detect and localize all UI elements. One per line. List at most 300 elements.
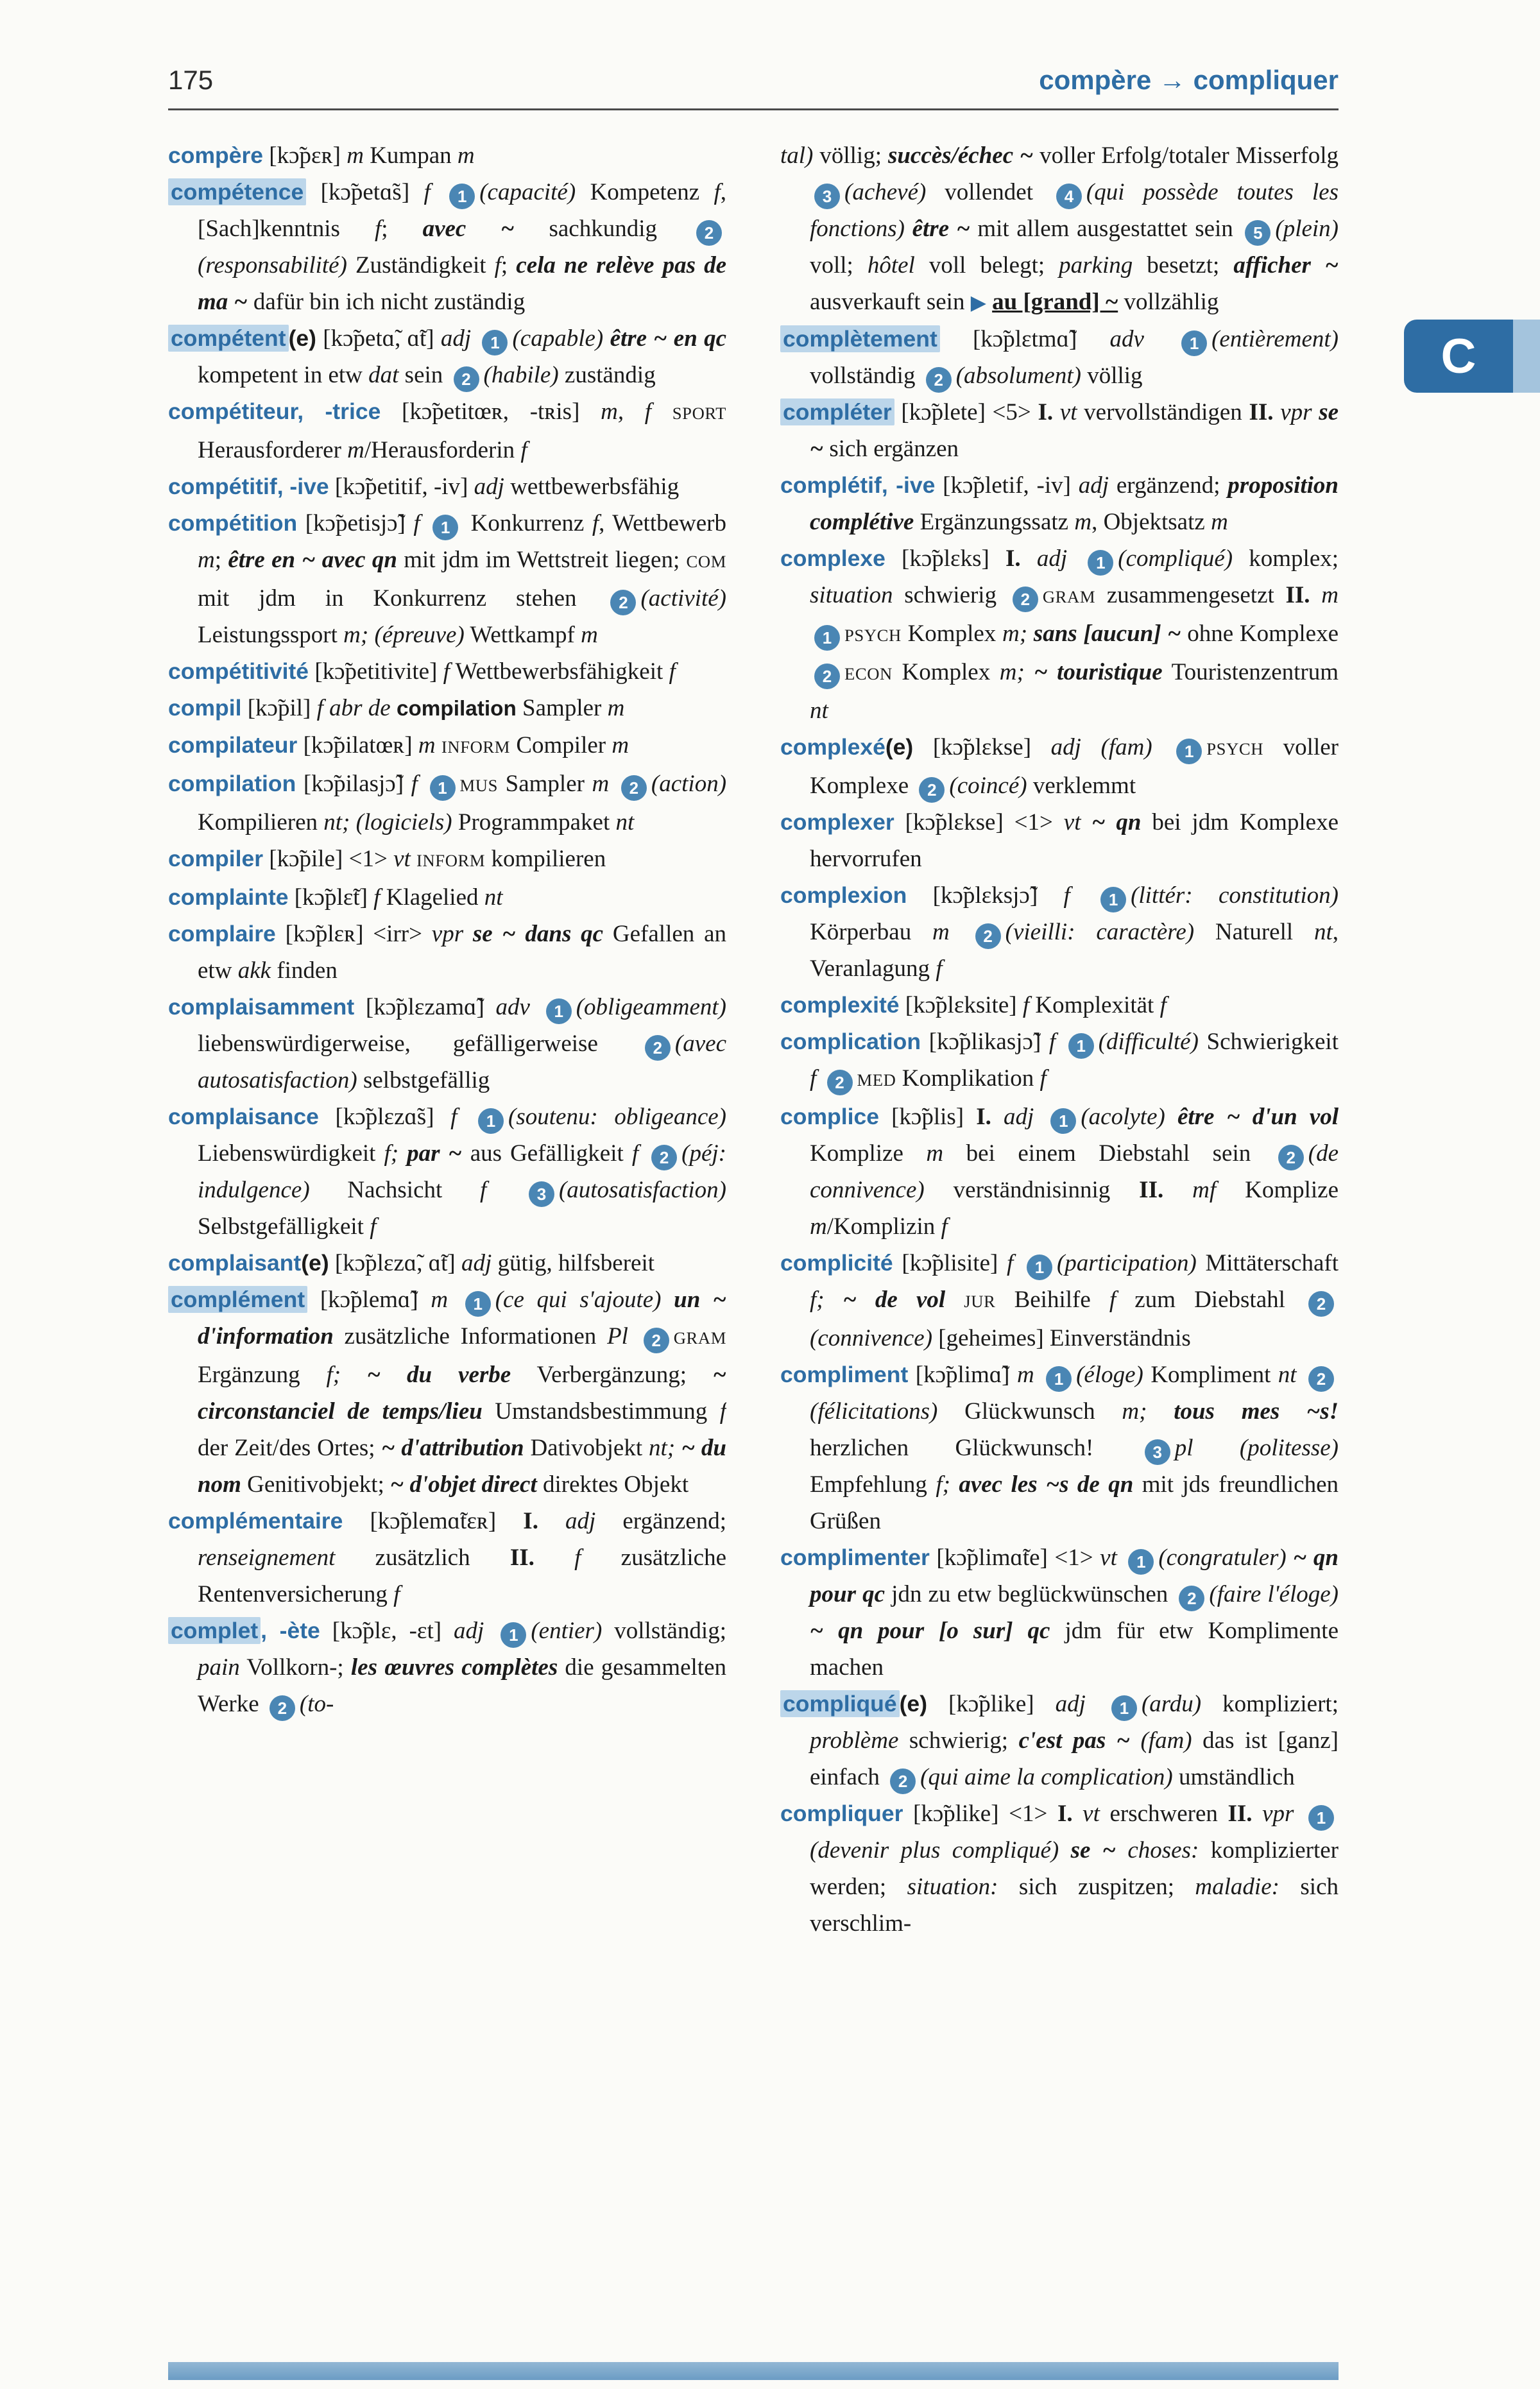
entry-text: Programmpaket	[452, 809, 616, 835]
subject-label: INFORM	[441, 737, 511, 757]
sense-number-badge: 1	[501, 1622, 526, 1648]
entry-text: vt	[1100, 1545, 1117, 1571]
entry-text: Körperbau	[810, 919, 933, 945]
entry-text: Komplexität	[1029, 992, 1160, 1018]
entry-text: [kɔ̃plikasjɔ̃]	[921, 1029, 1049, 1055]
entry-text: m	[612, 732, 629, 758]
headword: complaisant	[168, 1250, 302, 1276]
headword: compilation	[168, 771, 296, 796]
entry-text: [kɔ̃pilatœʀ]	[297, 732, 418, 758]
entry-text: f	[393, 1581, 400, 1607]
entry-text: avec ~	[422, 216, 515, 242]
subject-label: SPORT	[672, 404, 726, 423]
entry-text: Selbstgefälligkeit	[198, 1213, 370, 1240]
entry-text: Sampler	[516, 695, 608, 721]
entry-text: nt	[484, 884, 503, 911]
entry-text	[1013, 1250, 1022, 1276]
entry-text: f	[810, 1065, 817, 1092]
entry-text	[341, 1362, 367, 1388]
entry-text: vollzählig	[1118, 289, 1219, 315]
entry-text: der Zeit/des Ortes;	[198, 1435, 382, 1461]
entry-text	[825, 1287, 843, 1313]
headword: complétif, -ive	[780, 472, 936, 498]
subject-label: GRAM	[1042, 587, 1096, 606]
entry-text: proposition complétive	[810, 472, 1339, 535]
dictionary-entry	[168, 1613, 726, 1722]
entry-text: avec les ~s de qn	[959, 1471, 1134, 1498]
entry-text: un ~ d'information	[198, 1287, 726, 1349]
sense-number-badge: 1	[1100, 887, 1126, 912]
entry-text: liebenswürdigerweise, gefälligerweise	[198, 1031, 640, 1057]
entry-text	[1056, 1029, 1064, 1055]
headword: compétition	[168, 510, 298, 536]
entry-text: [kɔ̃plike]	[927, 1691, 1056, 1717]
entry-text: [kɔ̃plɛks]	[885, 545, 1005, 572]
entry-text: adj	[1055, 1691, 1086, 1717]
entry-text: akk	[237, 957, 271, 984]
entry-text: mit jds freundlichen Grüßen	[810, 1471, 1339, 1534]
entry-text: ergänzend;	[595, 1508, 726, 1534]
entry-text: adj	[440, 325, 472, 352]
entry-text	[1073, 1801, 1083, 1827]
entry-text: ergänzend;	[1109, 472, 1228, 499]
entry-text: m	[431, 1287, 449, 1313]
entry-text: situation	[810, 582, 893, 608]
headword: complexité	[780, 992, 900, 1018]
sense-number-badge: 1	[449, 184, 475, 209]
entry-text: zusätzliche Rentenversicherung	[198, 1545, 726, 1607]
entry-text: [kɔ̃plɛkse] <1>	[894, 809, 1064, 835]
entry-text: [kɔ̃plɛ, -ɛt]	[320, 1618, 454, 1644]
sense-number-badge: 1	[546, 998, 572, 1024]
entry-text: Herausforderer	[198, 437, 348, 463]
entry-text: m;	[1122, 1398, 1147, 1425]
dictionary-entry	[780, 729, 1339, 804]
sense-number-badge: 2	[696, 220, 722, 246]
entry-text	[991, 1104, 1004, 1130]
entry-text	[486, 1177, 524, 1203]
entry-text: zuständig	[558, 362, 656, 388]
entry-text: /Herausforderin	[364, 437, 521, 463]
entry-text	[411, 846, 416, 872]
entry-text: f;	[810, 1287, 825, 1313]
entry-text: (éloge)	[1076, 1362, 1143, 1388]
entry-text: Touristenzentrum	[1162, 659, 1339, 685]
entry-text	[1021, 545, 1037, 572]
sense-number-badge: 1	[1027, 1254, 1052, 1280]
entry-text: II.	[1249, 399, 1274, 425]
entry-text: zum Diebstahl	[1116, 1287, 1305, 1313]
entry-text	[1081, 809, 1091, 835]
entry-text: f	[669, 658, 676, 685]
entry-text: (fam)	[1140, 1727, 1192, 1754]
entry-text	[471, 325, 477, 352]
entry-text	[662, 1287, 674, 1313]
entry-text: ~ qn pour [o sur] qc	[810, 1618, 1050, 1644]
entry-text: Wettkampf	[464, 622, 581, 648]
entry-text: besetzt;	[1133, 252, 1234, 278]
entry-text: voller Komplexe	[810, 734, 1339, 799]
entry-text: f	[1022, 992, 1030, 1018]
entry-text: Konkurrenz	[463, 510, 592, 536]
entry-text: m	[1016, 1362, 1034, 1388]
entry-text: situation:	[907, 1874, 998, 1900]
headword: complaisance	[168, 1104, 319, 1129]
entry-text: (responsabilité)	[198, 252, 347, 278]
entry-text: hôtel	[867, 252, 915, 278]
entry-text: I.	[976, 1104, 991, 1130]
entry-text: (entièrement)	[1211, 326, 1339, 352]
headword: complexe	[780, 545, 886, 571]
sense-number-badge: 2	[651, 1145, 677, 1170]
entry-text: bei jdm Komplexe hervorrufen	[810, 809, 1339, 872]
idiom-arrow-icon: ▶	[970, 291, 986, 314]
entry-text	[1117, 1545, 1124, 1571]
entry-text: f	[494, 252, 501, 278]
entry-text: [kɔ̃petitif, -iv]	[329, 474, 474, 500]
tab-letter: C	[1441, 329, 1476, 384]
entry-text: sich zuspitzen;	[998, 1874, 1195, 1900]
entry-text: Komplize	[810, 1140, 927, 1167]
entry-continuation	[780, 137, 1339, 321]
entry-text: Pl	[607, 1323, 628, 1349]
entry-text: Komplex	[901, 621, 1003, 647]
headword: complémentaire	[168, 1508, 343, 1534]
entry-text: ~ qn pour qc	[810, 1545, 1339, 1607]
sense-number-badge: 1	[1308, 1805, 1334, 1831]
subject-label: COM	[686, 552, 726, 571]
entry-text: f	[1006, 1250, 1014, 1276]
entry-text: nt	[615, 809, 635, 835]
headword: compétent	[168, 325, 289, 352]
entry-text: (félicitations)	[810, 1398, 938, 1425]
entry-text	[1144, 326, 1177, 352]
entry-text	[448, 1287, 461, 1313]
sense-number-badge: 2	[1179, 1586, 1204, 1611]
dictionary-entry	[780, 394, 1339, 467]
entry-text: (e)	[301, 1250, 329, 1276]
dictionary-entry	[780, 1099, 1339, 1245]
entry-text: f	[592, 510, 599, 536]
entry-text: f	[1063, 882, 1070, 909]
entry-text: vpr	[431, 921, 464, 947]
sense-number-badge: 1	[465, 1291, 491, 1317]
entry-text: vollständig	[810, 363, 921, 389]
dictionary-entry	[780, 540, 1339, 729]
entry-text: schwierig	[893, 582, 1008, 608]
entry-text: m, f	[601, 398, 652, 425]
entry-text: [kɔ̃plɛksjɔ̃]	[907, 882, 1064, 909]
subject-label: GRAM	[673, 1328, 726, 1348]
entry-text	[1130, 1727, 1141, 1754]
entry-text: par ~	[407, 1140, 462, 1167]
sense-number-badge: 4	[1056, 184, 1082, 209]
entry-text: pl (politesse)	[1174, 1435, 1339, 1461]
entry-text: vervollständigen	[1077, 399, 1249, 425]
dictionary-entry	[168, 879, 726, 916]
entry-text	[1297, 1362, 1304, 1388]
headword: complexer	[780, 809, 894, 835]
sense-number-badge: 1	[1046, 1366, 1072, 1392]
sense-number-badge: 1	[1111, 1695, 1137, 1721]
entry-text: (habile)	[483, 362, 559, 388]
headword: compil	[168, 695, 242, 721]
entry-text: se ~	[810, 399, 1339, 462]
entry-text: maladie:	[1195, 1874, 1279, 1900]
entry-text: (capable)	[512, 325, 604, 352]
entry-text: m	[607, 695, 625, 721]
dictionary-entry	[168, 174, 726, 320]
entry-text: ;	[501, 252, 517, 278]
subject-label: JUR	[964, 1292, 996, 1311]
entry-text: [kɔ̃plɛksite]	[899, 992, 1023, 1018]
entry-text: II.	[1139, 1177, 1164, 1203]
headword: compétence	[168, 178, 306, 205]
entry-text: das ist [ganz] einfach	[810, 1727, 1339, 1790]
page-number: 175	[168, 65, 214, 95]
entry-text: völlig	[1081, 363, 1143, 389]
entry-text: nt	[810, 698, 828, 724]
entry-text	[945, 1287, 964, 1313]
entry-text	[638, 1140, 647, 1167]
sense-number-badge: 2	[645, 1035, 671, 1061]
dictionary-entry	[168, 1503, 726, 1613]
entry-text: Zuständigkeit	[346, 252, 495, 278]
entry-text: [kɔ̃plɛkse]	[913, 734, 1051, 760]
entry-text: Mittäterschaft	[1196, 1250, 1339, 1276]
sense-number-badge: 5	[1245, 220, 1270, 246]
entry-text: se ~ dans qc	[472, 921, 604, 947]
entry-text: Verbergänzung;	[511, 1362, 713, 1388]
entry-text: I.	[523, 1508, 538, 1534]
sense-number-badge: 1	[1068, 1033, 1094, 1059]
entry-text: kompliziert;	[1201, 1691, 1339, 1717]
entry-text: ~ qn	[1091, 809, 1142, 835]
dictionary-entry	[168, 690, 726, 727]
entry-text: [kɔ̃plɛʀ] <irr>	[275, 921, 432, 947]
entry-text: zusätzlich	[335, 1545, 510, 1571]
entry-text: (qui possède toutes les fonctions)	[810, 179, 1339, 242]
entry-text: Beihilfe	[995, 1287, 1109, 1313]
entry-text: Kompliment	[1143, 1362, 1278, 1388]
entry-text	[628, 1323, 639, 1349]
entry-text: m	[1321, 582, 1339, 608]
entry-text: gütig, hilfsbereit	[492, 1250, 655, 1276]
entry-text: (e)	[288, 325, 316, 351]
entry-text: (obligeamment)	[576, 994, 726, 1020]
entry-text: (coincé)	[949, 773, 1027, 799]
entry-text: f	[370, 1213, 377, 1240]
entry-text: f	[1048, 1029, 1056, 1055]
dictionary-entry	[780, 1023, 1339, 1099]
entry-text: Empfehlung	[810, 1471, 936, 1498]
entry-text	[1027, 621, 1034, 647]
entry-text	[350, 809, 355, 835]
entry-text: (connivence)	[810, 1325, 933, 1351]
dictionary-entry	[168, 989, 726, 1099]
entry-text	[1147, 1398, 1174, 1425]
entry-text	[1086, 1691, 1107, 1717]
entry-text: Liebenswürdigkeit	[198, 1140, 384, 1167]
entry-text: adv	[495, 994, 530, 1020]
entry-text	[1053, 399, 1060, 425]
alphabet-tab-letter-box	[1404, 320, 1513, 393]
headword: complément	[168, 1286, 307, 1313]
sense-number-badge: 2	[975, 923, 1001, 949]
entry-text: I.	[1057, 1801, 1073, 1827]
entry-text: [kɔ̃petitivite]	[309, 658, 443, 685]
entry-text: (ardu)	[1141, 1691, 1202, 1717]
entry-text	[1152, 734, 1172, 760]
entry-text: c'est pas ~	[1018, 1727, 1130, 1754]
entry-text	[986, 289, 992, 315]
dictionary-entry	[780, 804, 1339, 877]
entry-text: (entier)	[531, 1618, 603, 1644]
entry-text: selbstgefällig	[357, 1067, 490, 1093]
entry-text: m	[346, 142, 364, 169]
header-entry-range: compère → compliquer	[1039, 65, 1339, 95]
entry-text: (action)	[651, 771, 726, 797]
entry-text: (soutenu: obligeance)	[508, 1104, 726, 1130]
page-footer-bar	[168, 2362, 1339, 2380]
dictionary-entry	[168, 727, 726, 766]
sense-number-badge: 1	[1088, 550, 1113, 576]
page-header	[168, 62, 1339, 98]
entry-text	[905, 216, 912, 242]
entry-text: f	[479, 1177, 487, 1203]
entry-text: ~ du verbe	[367, 1362, 511, 1388]
entry-text	[431, 179, 445, 205]
entry-text: (devenir plus compliqué)	[810, 1837, 1059, 1863]
entry-text: (activité)	[640, 585, 726, 612]
entry-text: II.	[1228, 1801, 1253, 1827]
headword: compliquer	[780, 1801, 903, 1826]
entry-text: parking	[1059, 252, 1133, 278]
entry-text: f	[374, 216, 382, 242]
entry-text: m;	[999, 659, 1025, 685]
entry-text: , [Sach]kenntnis	[198, 179, 726, 242]
entry-text	[391, 695, 397, 721]
column-left	[168, 137, 726, 2274]
entry-text	[420, 510, 428, 536]
entry-text: (absolument)	[955, 363, 1081, 389]
entry-text: /Komplizin	[826, 1213, 941, 1240]
sense-number-badge: 2	[919, 777, 945, 803]
header-divider	[168, 108, 1339, 110]
entry-text: [kɔ̃plike] <1>	[903, 1801, 1057, 1827]
entry-text: jdm für etw Komplimente machen	[810, 1618, 1339, 1681]
subject-label: MUS	[459, 776, 499, 795]
entry-text: mf	[1192, 1177, 1217, 1203]
entry-text: être ~	[912, 216, 970, 242]
dictionary-entry	[780, 467, 1339, 540]
entry-text: verklemmt	[1027, 773, 1136, 799]
entry-text: f	[443, 658, 450, 685]
entry-text: bei einem Diebstahl sein	[943, 1140, 1274, 1167]
entry-text: Nachsicht	[309, 1177, 480, 1203]
entry-text	[816, 1065, 822, 1092]
dictionary-entry	[168, 468, 726, 505]
entry-text: ausverkauft sein	[810, 289, 971, 315]
entry-text: vt	[393, 846, 411, 872]
entry-text	[457, 1104, 474, 1130]
entry-text: (achevé)	[844, 179, 927, 205]
entry-text: Gefallen an etw	[198, 921, 726, 984]
entry-text: Komplex	[892, 659, 1000, 685]
entry-text	[675, 1435, 681, 1461]
entry-text: Glückwunsch	[937, 1398, 1122, 1425]
sense-number-badge: 1	[430, 775, 456, 801]
entry-text: nt;	[649, 1435, 676, 1461]
entry-text: (péj: indulgence)	[198, 1140, 726, 1203]
entry-text: [kɔ̃petɑ̃s]	[306, 179, 424, 205]
entry-text: m	[932, 919, 950, 945]
entry-text: choses:	[1127, 1837, 1199, 1863]
entry-text: Vollkorn-;	[239, 1654, 351, 1681]
entry-text: Dativobjekt	[524, 1435, 649, 1461]
entry-text: finden	[271, 957, 338, 984]
entry-text: Komplikation	[896, 1065, 1040, 1092]
entry-text: (difficulté)	[1098, 1029, 1199, 1055]
entry-text: ;	[381, 216, 423, 242]
entry-text: II.	[1285, 582, 1310, 608]
entry-text: f	[450, 1104, 458, 1130]
alphabet-tab	[1404, 320, 1540, 393]
entry-text: kompetent in etw	[198, 362, 369, 388]
entry-text	[1116, 1837, 1127, 1863]
headword: complet	[168, 1617, 261, 1644]
entry-text: être ~ d'un vol	[1177, 1104, 1339, 1130]
entry-text: voller Erfolg/totaler Misserfolg	[1033, 142, 1339, 169]
entry-text: [kɔ̃pɛʀ]	[263, 142, 347, 169]
headword: complainte	[168, 884, 289, 910]
entry-text	[1294, 1801, 1304, 1827]
entry-text: ~ du nom	[198, 1435, 726, 1498]
entry-text: [geheimes] Einverständnis	[932, 1325, 1191, 1351]
entry-text: Kompetenz	[576, 179, 714, 205]
entry-text: (e)	[899, 1691, 928, 1717]
sense-number-badge: 2	[926, 367, 952, 393]
entry-text	[398, 1140, 407, 1167]
subject-label: PSYCH	[1206, 739, 1264, 758]
entry-text	[484, 1618, 496, 1644]
entry-text: m	[1074, 509, 1092, 535]
dictionary-entry	[780, 1795, 1339, 1942]
entry-text: vollendet	[926, 179, 1052, 205]
entry-text: , Veranlagung	[810, 919, 1339, 982]
entry-text: nt	[1278, 1362, 1297, 1388]
entry-text: [kɔ̃plɛtmɑ̃]	[939, 326, 1110, 352]
entry-text: ~ circonstanciel de temps/lieu	[198, 1362, 726, 1425]
subject-label: INFORM	[416, 851, 486, 870]
entry-text	[1034, 1362, 1041, 1388]
entry-text: f	[1040, 1065, 1047, 1092]
headword: compliment	[780, 1362, 909, 1387]
headword: compétitif, -ive	[168, 474, 329, 499]
entry-text	[1310, 582, 1322, 608]
entry-text: (congratuler)	[1158, 1545, 1287, 1571]
entry-text: zusammengesetzt	[1095, 582, 1286, 608]
entry-text: ohne Komplexe	[1181, 621, 1339, 647]
entry-text: (to-	[299, 1691, 334, 1717]
sense-number-badge: 1	[1128, 1549, 1154, 1575]
entry-text: mit jdm im Wettstreit liegen;	[397, 547, 687, 573]
entry-text: cela ne relève pas de ma ~	[198, 252, 726, 315]
subject-label: ECON	[844, 664, 893, 683]
entry-text: f	[631, 1140, 639, 1167]
entry-text: [kɔ̃petisjɔ̃]	[297, 510, 414, 536]
entry-text: [kɔ̃plɛzɑ̃, ɑ̃t]	[329, 1250, 461, 1276]
